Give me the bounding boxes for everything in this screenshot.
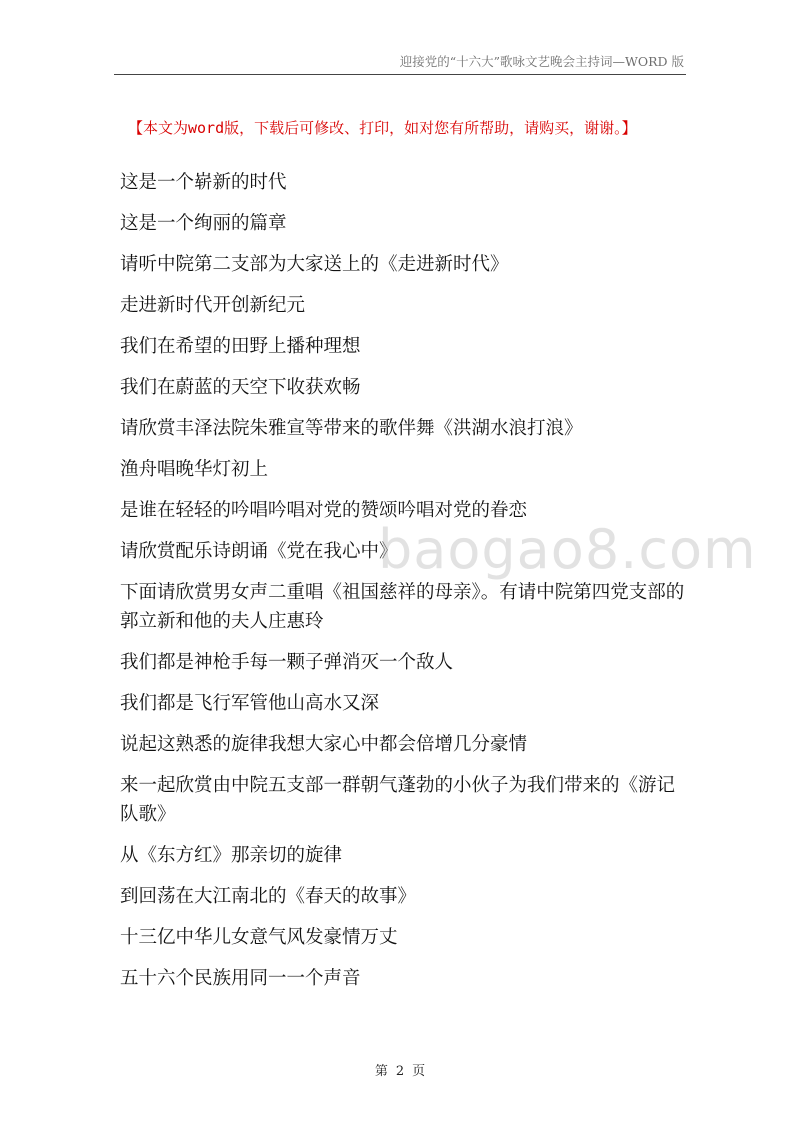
script-line: 我们在希望的田野上播种理想: [120, 336, 361, 357]
script-line: 到回荡在大江南北的《春天的故事》: [120, 886, 417, 907]
script-line: 我们都是飞行军管他山高水又深: [120, 693, 380, 714]
script-line: 五十六个民族用同一一个声音: [120, 968, 361, 989]
script-line: 这是一个崭新的时代: [120, 172, 287, 193]
page-number-suffix: 页: [412, 1064, 426, 1079]
script-line: 请欣赏丰泽法院朱雅宣等带来的歌伴舞《洪湖水浪打浪》: [120, 418, 583, 439]
script-line: 渔舟唱晚华灯初上: [120, 459, 269, 480]
script-line: 我们在蔚蓝的天空下收获欢畅: [120, 377, 361, 398]
script-line: 请欣赏配乐诗朗诵《党在我心中》: [120, 541, 398, 562]
script-line: 是谁在轻轻的吟唱吟唱对党的赞颂吟唱对党的眷恋: [120, 500, 528, 521]
script-line: 走进新时代开创新纪元: [120, 295, 306, 316]
script-line: 下面请欣赏男女声二重唱《祖国慈祥的母亲》。有请中院第四党支部的郭立新和他的夫人庄惠玲: [120, 582, 685, 632]
script-line: 十三亿中华儿女意气风发豪情万丈: [120, 927, 398, 948]
header-divider: [114, 74, 686, 75]
page-header: 迎接党的“十六大”歌咏文艺晚会主持词—WORD 版: [399, 54, 684, 69]
script-line: 说起这熟悉的旋律我想大家心中都会倍增几分豪情: [120, 734, 528, 755]
script-line: 这是一个绚丽的篇章: [120, 213, 287, 234]
page-number-prefix: 第: [374, 1064, 388, 1079]
download-notice: 【本文为word版，下载后可修改、打印，如对您有所帮助，请购买，谢谢。】: [128, 119, 637, 137]
script-line: 我们都是神枪手每一颗子弹消灭一个敌人: [120, 652, 454, 673]
page-number: 2: [395, 1064, 405, 1079]
script-body: [120, 168, 692, 1005]
script-line: 请听中院第二支部为大家送上的《走进新时代》: [120, 254, 509, 275]
script-line: 从《东方红》那亲切的旋律: [120, 845, 343, 866]
site-watermark: baogao8.com: [378, 518, 757, 581]
page-footer: [0, 1060, 800, 1079]
script-line: 来一起欣赏由中院五支部一群朝气蓬勃的小伙子为我们带来的《游记队歌》: [120, 775, 676, 825]
